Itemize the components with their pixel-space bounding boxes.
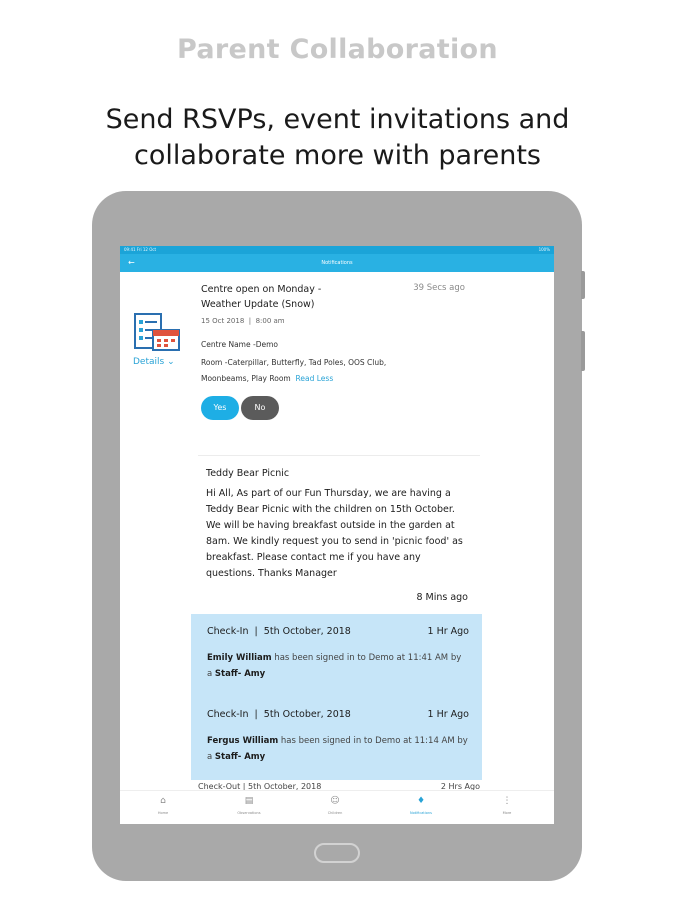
centre-value: Demo — [255, 340, 278, 349]
nav-home[interactable] — [120, 795, 206, 815]
app-bar — [120, 254, 554, 272]
checkin-header — [207, 626, 469, 640]
nav-label: Children — [327, 811, 343, 815]
app-bar-title: Notifications — [321, 260, 353, 266]
event-date — [201, 317, 285, 325]
checkin-detail: has been signed in to Demo at 11:14 AM by a — [207, 736, 468, 762]
checkin-separator: | — [251, 709, 261, 720]
staff-name: Staff- Amy — [214, 752, 266, 762]
nav-more[interactable] — [464, 795, 550, 815]
tablet-volume-button — [581, 331, 585, 371]
event-time-value: 8:00 am — [255, 317, 285, 325]
checkin-time-ago: 1 Hr Ago — [427, 626, 469, 637]
checkin-type: Check-In — [207, 709, 249, 720]
promo-subtitle-line-1: Send RSVPs, event invitations and — [105, 104, 570, 135]
child-name: Emily William — [207, 653, 272, 663]
tablet-home-button[interactable] — [314, 843, 360, 863]
child-name: Fergus William — [207, 736, 279, 746]
status-battery: 100% — [538, 247, 550, 252]
staff-name: Staff- Amy — [214, 669, 266, 679]
tablet-frame — [92, 191, 582, 881]
date-separator: | — [246, 317, 254, 325]
status-bar — [120, 246, 554, 254]
home-icon: ⌂ — [160, 796, 166, 806]
centre-label: Centre Name — [201, 340, 251, 349]
event-room: Room -Caterpillar, Butterfly, Tad Poles, OOS Club, Moonbeams, Play Room Read Less — [201, 358, 387, 383]
rsvp-no-button[interactable]: No — [241, 396, 279, 420]
read-less-link[interactable]: Read Less — [295, 374, 334, 383]
app-screen — [120, 246, 554, 824]
tablet-side-button — [581, 271, 585, 299]
observations-icon: ▤ — [244, 796, 254, 806]
bell-icon: ♦ — [416, 796, 426, 806]
calendar-checklist-icon — [133, 312, 181, 352]
nav-label: Home — [157, 811, 169, 815]
bottom-navigation — [120, 790, 554, 824]
nav-notifications[interactable] — [378, 795, 464, 815]
message-time-ago: 8 Mins ago — [416, 592, 468, 603]
message-title: Teddy Bear Picnic — [206, 468, 290, 479]
peek-time-ago: 2 Hrs Ago — [440, 782, 480, 790]
checkin-header — [207, 709, 469, 723]
promo-subtitle — [0, 102, 675, 174]
nav-label: Notifications — [410, 811, 432, 815]
peek-date: 5th October, 2018 — [248, 782, 322, 790]
nav-label: Observations — [237, 811, 261, 815]
event-date-value: 15 Oct 2018 — [201, 317, 245, 325]
checkin-detail: has been signed in to Demo at 11:41 AM by a — [207, 653, 462, 679]
room-value: Caterpillar, Butterfly, Tad Poles, OOS Club, Moonbeams, Play Room — [201, 358, 387, 383]
chevron-down-icon: ⌄ — [167, 357, 175, 367]
card-divider — [198, 455, 480, 456]
checkin-time-ago: 1 Hr Ago — [427, 709, 469, 720]
promo-title: Parent Collaboration — [177, 34, 498, 65]
notification-list[interactable] — [120, 272, 554, 790]
message-notification-card[interactable] — [198, 458, 480, 608]
event-centre: Centre Name -Demo — [201, 340, 278, 349]
children-icon: ☺ — [330, 796, 340, 806]
partial-notification-row[interactable]: Check-Out | 5th October, 2018 2 Hrs Ago — [198, 782, 480, 790]
event-notification-card[interactable] — [133, 272, 483, 432]
more-icon: ⋮ — [502, 796, 512, 806]
checkin-text — [207, 733, 469, 765]
checkin-item[interactable] — [207, 626, 469, 682]
checkin-item[interactable] — [207, 709, 469, 765]
details-label: Details — [133, 357, 165, 367]
nav-children[interactable] — [292, 795, 378, 815]
event-time-ago: 39 Secs ago — [413, 283, 465, 293]
checkin-type: Check-In — [207, 626, 249, 637]
message-body: Hi All, As part of our Fun Thursday, we are having a Teddy Bear Picnic with the children on 15th October. We will be having breakfast outside in the garden at 8am. We kindly request you to send in 'picnic food' as breakfast. Please contact me if you have any questions. Thanks Manager — [206, 488, 463, 579]
checkin-date: 5th October, 2018 — [263, 626, 351, 637]
details-toggle[interactable] — [133, 357, 175, 367]
checkin-separator: | — [251, 626, 261, 637]
back-arrow-icon[interactable]: ← — [128, 258, 135, 267]
checkin-text — [207, 650, 469, 682]
checkin-notifications — [191, 614, 482, 780]
checkin-date: 5th October, 2018 — [263, 709, 351, 720]
status-time: 09:41 Fri 12 Oct — [124, 247, 157, 252]
peek-type: Check-Out — [198, 782, 241, 790]
event-title: Centre open on Monday - Weather Update (Snow) — [201, 284, 322, 310]
promo-subtitle-line-2: collaborate more with parents — [134, 140, 541, 171]
nav-label: More — [502, 811, 512, 815]
nav-observations[interactable] — [206, 795, 292, 815]
room-label: Room — [201, 358, 223, 367]
rsvp-yes-button[interactable]: Yes — [201, 396, 239, 420]
